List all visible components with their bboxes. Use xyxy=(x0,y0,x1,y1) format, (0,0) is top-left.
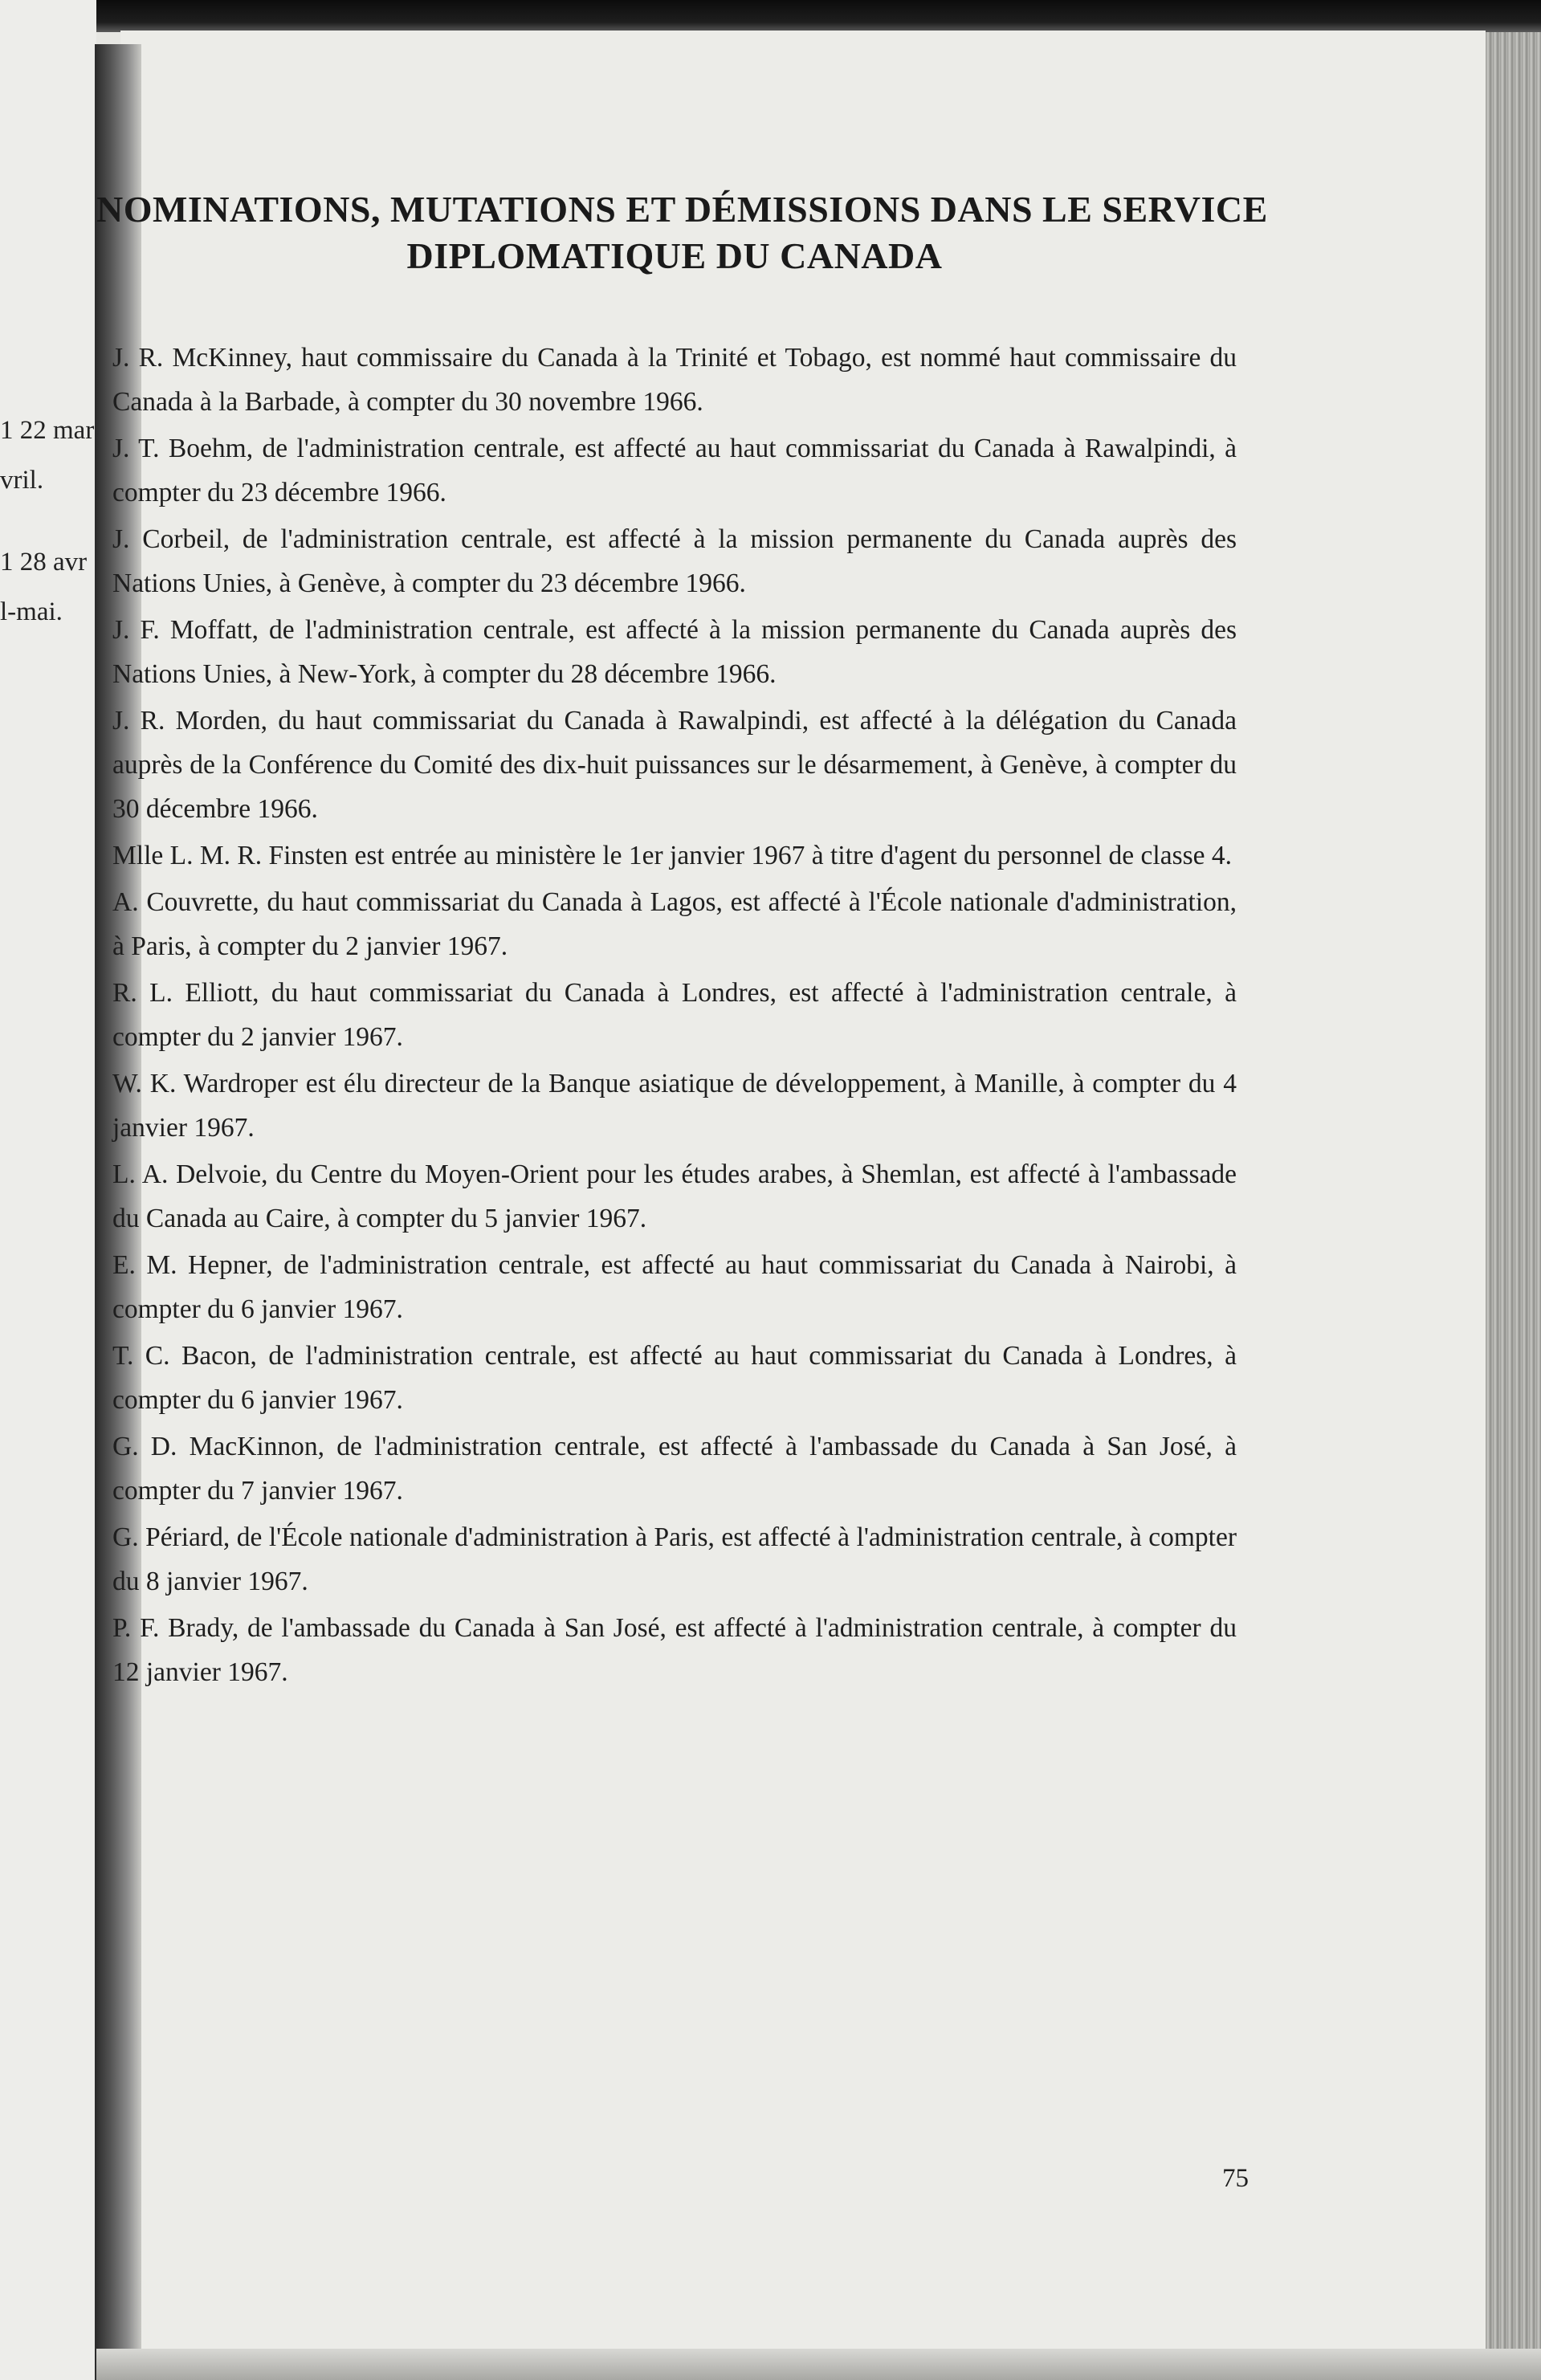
list-item: J. F. Moffatt, de l'administration centrale, est affecté à la mission permanente du Canada auprès des Nations Unies, à New-York, à compter du 28 décembre 1966. xyxy=(112,615,1237,689)
title-line-2: DIPLOMATIQUE DU CANADA xyxy=(406,235,943,276)
list-item: J. R. McKinney, haut commissaire du Canada à la Trinité et Tobago, est nommé haut commissaire du Canada à la Barbade, à compter du 30 novembre 1966. xyxy=(112,343,1237,417)
list-item: J. Corbeil, de l'administration centrale, est affecté à la mission permanente du Canada auprès des Nations Unies, à Genève, à compter du 23 décembre 1966. xyxy=(112,524,1237,598)
list-item: G. D. MacKinnon, de l'administration centrale, est affecté à l'ambassade du Canada à San José, à compter du 7 janvier 1967. xyxy=(112,1432,1237,1506)
list-item: P. F. Brady, de l'ambassade du Canada à San José, est affecté à l'administration centrale, à compter du 12 janvier 1967. xyxy=(112,1613,1237,1687)
facing-fragment: 1 22 mar xyxy=(0,416,95,445)
list-item: W. K. Wardroper est élu directeur de la Banque asiatique de développement, à Manille, à compter du 4 janvier 1967. xyxy=(112,1069,1237,1143)
facing-fragment: 1 28 avr xyxy=(0,548,88,577)
facing-page-text xyxy=(0,405,95,637)
list-item: Mlle L. M. R. Finsten est entrée au ministère le 1er janvier 1967 à titre d'agent du personnel de classe 4. xyxy=(112,841,1233,870)
facing-page xyxy=(0,0,96,2380)
list-item: E. M. Hepner, de l'administration centrale, est affecté au haut commissariat du Canada à Nairobi, à compter du 6 janvier 1967. xyxy=(112,1250,1237,1324)
list-item: T. C. Bacon, de l'administration centrale, est affecté au haut commissariat du Canada à Londres, à compter du 6 janvier 1967. xyxy=(112,1341,1237,1415)
page-edge-stack xyxy=(1486,32,1541,2380)
page-number: 75 xyxy=(1222,2164,1249,2193)
list-item: G. Périard, de l'École nationale d'administration à Paris, est affecté à l'administration centrale, à compter du 8 janvier 1967. xyxy=(112,1522,1237,1596)
facing-fragment: l-mai. xyxy=(0,597,63,626)
list-item: A. Couvrette, du haut commissariat du Canada à Lagos, est affecté à l'École nationale d'administration, à Paris, à compter du 2 janvier 1967. xyxy=(112,887,1237,961)
list-item: L. A. Delvoie, du Centre du Moyen-Orient pour les études arabes, à Shemlan, est affecté à l'ambassade du Canada au Caire, à compter du 5 janvier 1967. xyxy=(112,1159,1237,1233)
list-item: J. T. Boehm, de l'administration centrale, est affecté au haut commissariat du Canada à Rawalpindi, à compter du 23 décembre 1966. xyxy=(112,434,1237,507)
scan-top-border xyxy=(0,0,1541,32)
page-title xyxy=(96,186,1268,279)
appointments-list xyxy=(112,336,1237,1697)
title-line-1: NOMINATIONS, MUTATIONS ET DÉMISSIONS DANS LE SERVICE xyxy=(96,189,1268,230)
facing-fragment: vril. xyxy=(0,466,44,495)
scan-bottom-border xyxy=(96,2349,1541,2380)
list-item: J. R. Morden, du haut commissariat du Canada à Rawalpindi, est affecté à la délégation du Canada auprès de la Conférence du Comité des dix-huit puissances sur le désarmement, à Genève, à compter du 30 décembre 1966. xyxy=(112,706,1237,824)
list-item: R. L. Elliott, du haut commissariat du Canada à Londres, est affecté à l'administration centrale, à compter du 2 janvier 1967. xyxy=(112,978,1237,1052)
